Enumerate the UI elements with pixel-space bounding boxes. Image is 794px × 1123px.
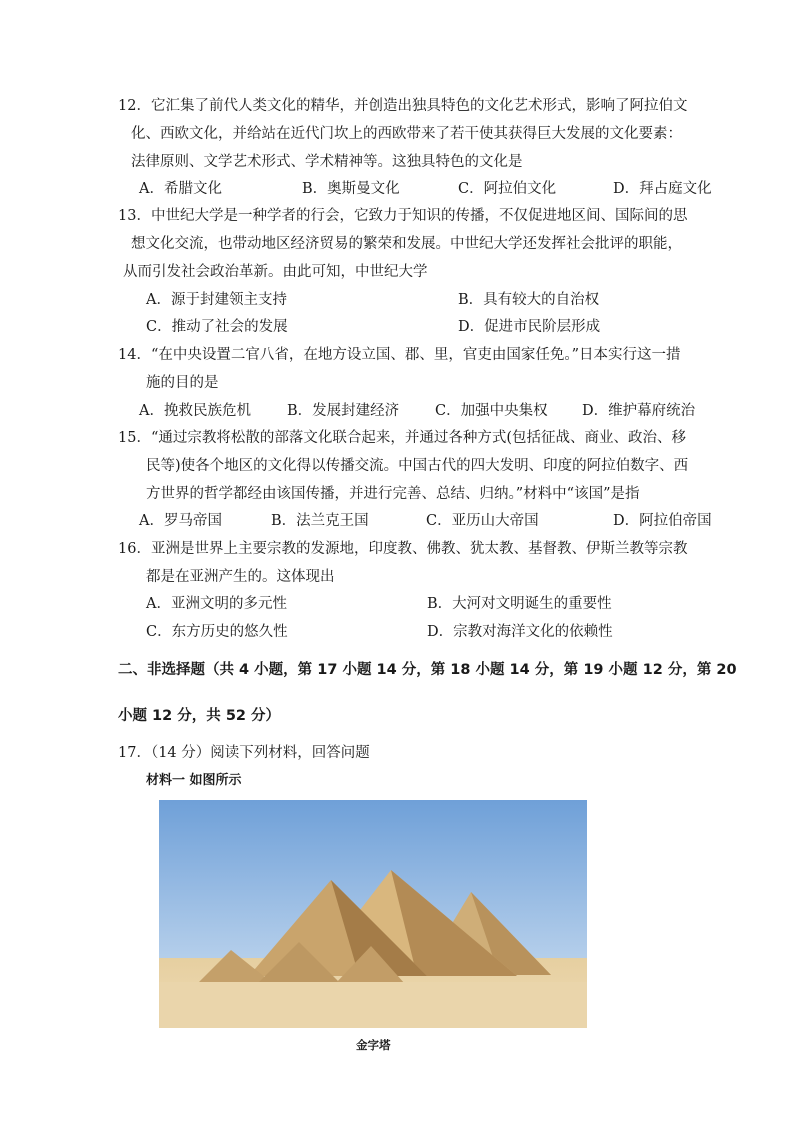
q16-option-b: B．大河对文明诞生的重要性 bbox=[427, 596, 612, 612]
q13-option-a: A．源于封建领主支持 bbox=[146, 292, 287, 308]
q12-stem-line-3: 法律原则、文学艺术形式、学术精神等。这独具特色的文化是 bbox=[131, 154, 523, 170]
q14-stem-line-2: 施的目的是 bbox=[146, 375, 219, 391]
q12-option-d: D．拜占庭文化 bbox=[613, 181, 712, 197]
q15-option-c: C．亚历山大帝国 bbox=[426, 513, 539, 529]
q14-option-a: A．挽救民族危机 bbox=[139, 403, 251, 419]
q13-stem-line-3: 从而引发社会政治革新。由此可知，中世纪大学 bbox=[123, 264, 428, 280]
q13-stem-line-1: 13．中世纪大学是一种学者的行会，它致力于知识的传播，不仅促进地区间、国际间的思 bbox=[118, 208, 688, 224]
q13-stem-line-2: 想文化交流，也带动地区经济贸易的繁荣和发展。中世纪大学还发挥社会批评的职能， bbox=[131, 236, 682, 252]
q16-option-c: C．东方历史的悠久性 bbox=[146, 624, 288, 640]
q14-stem-line-1: 14．“在中央设置二官八省，在地方设立国、郡、里，官吏由国家任免。”日本实行这一措 bbox=[118, 347, 681, 363]
q14-option-c: C．加强中央集权 bbox=[435, 403, 548, 419]
q15-option-a: A．罗马帝国 bbox=[139, 513, 222, 529]
section-2-heading-line-1: 二、非选择题（共 4 小题，第 17 小题 14 分，第 18 小题 14 分，第 19 小题 12 分，第 20 bbox=[118, 662, 737, 678]
q14-option-b: B．发展封建经济 bbox=[287, 403, 400, 419]
q15-option-d: D．阿拉伯帝国 bbox=[613, 513, 712, 529]
q16-option-d: D．宗教对海洋文化的依赖性 bbox=[427, 624, 613, 640]
q17-stem: 17．（14 分）阅读下列材料，回答问题 bbox=[118, 745, 370, 761]
q13-option-c: C．推动了社会的发展 bbox=[146, 319, 288, 335]
q16-stem-line-1: 16．亚洲是世界上主要宗教的发源地，印度教、佛教、犹太教、基督教、伊斯兰教等宗教 bbox=[118, 541, 688, 557]
q15-stem-line-1: 15．“通过宗教将松散的部落文化联合起来，并通过各种方式(包括征战、商业、政治、移 bbox=[118, 430, 687, 446]
q14-option-d: D．维护幕府统治 bbox=[582, 403, 696, 419]
pyramids-photo bbox=[159, 800, 587, 1028]
photo-caption: 金字塔 bbox=[356, 1038, 391, 1052]
q16-stem-line-2: 都是在亚洲产生的。这体现出 bbox=[146, 569, 335, 585]
q12-option-a: A．希腊文化 bbox=[139, 181, 222, 197]
section-2-heading-line-2: 小题 12 分，共 52 分） bbox=[118, 708, 281, 724]
q12-option-b: B．奥斯曼文化 bbox=[302, 181, 400, 197]
q13-option-b: B．具有较大的自治权 bbox=[458, 292, 600, 308]
q12-stem-line-2: 化、西欧文化，并给站在近代门坎上的西欧带来了若干使其获得巨大发展的文化要素： bbox=[131, 126, 682, 142]
q12-option-c: C．阿拉伯文化 bbox=[458, 181, 557, 197]
q17-material-label: 材料一 如图所示 bbox=[146, 773, 242, 788]
q15-option-b: B．法兰克王国 bbox=[271, 513, 369, 529]
q15-stem-line-2: 民等)使各个地区的文化得以传播交流。中国古代的四大发明、印度的阿拉伯数字、西 bbox=[146, 458, 689, 474]
q13-option-d: D．促进市民阶层形成 bbox=[458, 319, 601, 335]
q16-option-a: A．亚洲文明的多元性 bbox=[146, 596, 287, 612]
q12-stem-line-1: 12．它汇集了前代人类文化的精华，并创造出独具特色的文化艺术形式，影响了阿拉伯文 bbox=[118, 98, 688, 114]
q15-stem-line-3: 方世界的哲学都经由该国传播，并进行完善、总结、归纳。”材料中“该国”是指 bbox=[146, 486, 640, 502]
